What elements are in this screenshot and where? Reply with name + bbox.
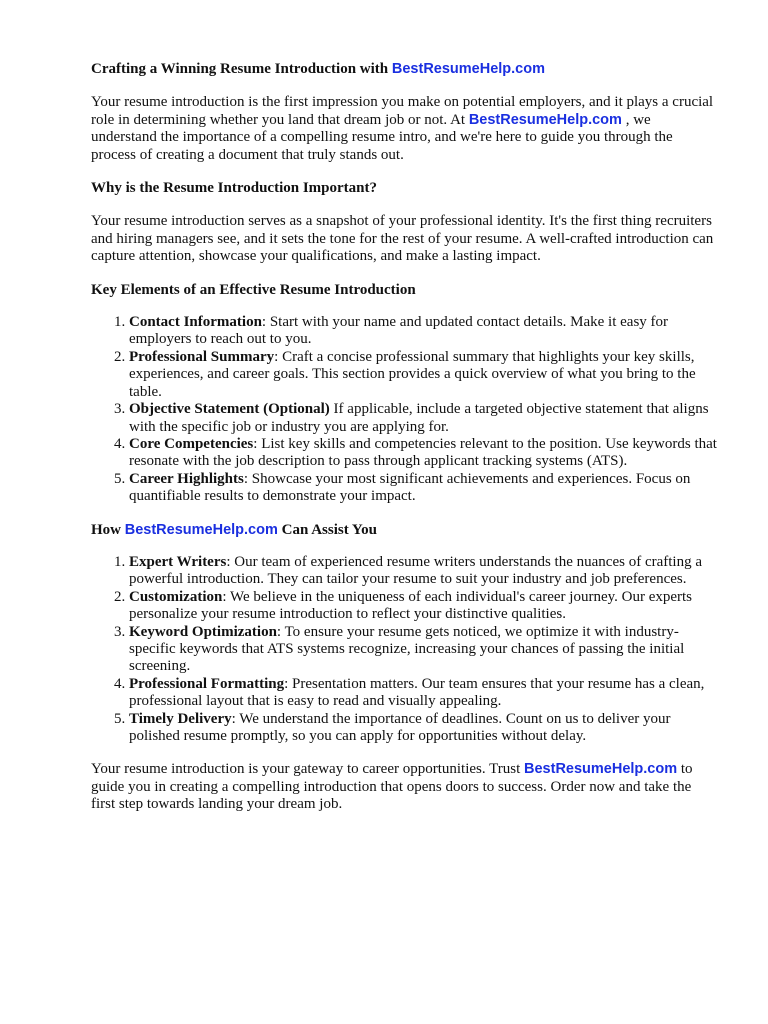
assist-heading-suffix: Can Assist You	[277, 521, 377, 538]
key-elements-list	[91, 314, 718, 505]
assist-item-text: To ensure your resume gets noticed, we optimize it with industry-specific keywords that ATS systems recognize, increasing your chances of passing the initial screening.	[129, 623, 685, 675]
key-element-item-text: Start with your name and updated contact details. Make it easy for employers to reach out to you.	[129, 314, 669, 348]
assist-item-separator: :	[231, 710, 240, 727]
intro-text-before: Your resume introduction is the first impression you make on potential employers, and it plays a crucial role in determining whether you land that dream job or not. At	[91, 94, 714, 128]
key-element-item	[129, 471, 718, 506]
key-element-item	[129, 314, 718, 349]
intro-link[interactable]: BestResumeHelp.com	[468, 111, 622, 128]
closing-link[interactable]: BestResumeHelp.com	[524, 761, 678, 778]
assist-heading-prefix: How	[91, 521, 125, 538]
assist-item	[129, 711, 718, 746]
document-title	[91, 61, 718, 78]
closing-paragraph	[91, 761, 718, 813]
assist-item-separator: :	[284, 675, 293, 692]
assist-item-term: Professional Formatting	[129, 675, 285, 692]
assist-item-text: Presentation matters. Our team ensures that your resume has a clean, professional layout that is easy to read and visually appealing.	[129, 675, 705, 710]
assist-item-text: We believe in the uniqueness of each individual's career journey. Our experts personalize your resume introduction to reflect your distinctive qualities.	[129, 588, 693, 623]
intro-paragraph	[91, 94, 718, 164]
key-element-item-text: Showcase your most significant achievements and experiences. Focus on quantifiable results to demonstrate your impact.	[129, 470, 691, 505]
key-element-item-term: Core Competencies	[129, 435, 254, 452]
key-element-item	[129, 401, 718, 436]
assist-item-text: Our team of experienced resume writers understands the nuances of crafting a powerful introduction. They can tailor your resume to suit your industry and job preferences.	[129, 553, 702, 588]
key-element-item-term: Professional Summary	[129, 348, 275, 365]
key-element-item-term: Contact Information	[129, 314, 262, 331]
assist-heading	[91, 522, 718, 539]
assist-item-separator: :	[276, 623, 285, 640]
key-element-item-separator: :	[243, 470, 252, 487]
key-element-item	[129, 436, 718, 471]
why-heading: Why is the Resume Introduction Important?	[91, 180, 377, 197]
title-link[interactable]: BestResumeHelp.com	[391, 61, 545, 77]
assist-item	[129, 624, 718, 676]
assist-item-separator: :	[226, 553, 235, 570]
key-element-item-term: Objective Statement (Optional)	[129, 401, 330, 418]
assist-item-term: Timely Delivery	[129, 710, 232, 727]
closing-text-before: Your resume introduction is your gateway to career opportunities. Trust	[91, 761, 525, 778]
assist-heading-link[interactable]: BestResumeHelp.com	[124, 521, 278, 538]
assist-item-term: Expert Writers	[129, 553, 227, 570]
key-element-item	[129, 349, 718, 401]
assist-item	[129, 554, 718, 589]
assist-item	[129, 676, 718, 711]
why-paragraph: Your resume introduction serves as a snapshot of your professional identity. It's the first thing recruiters and hiring managers see, and it sets the tone for the rest of your resume. A well-crafted introduction can capture attention, showcase your qualifications, and make a lasting impact.	[91, 213, 714, 265]
assist-item-text: We understand the importance of deadlines. Count on us to deliver your polished resume promptly, so you can apply for opportunities without delay.	[129, 710, 671, 744]
key-element-item-text: Craft a concise professional summary that highlights your key skills, experiences, and career goals. This section provides a quick overview of what you bring to the table.	[129, 348, 696, 400]
assist-item-separator: :	[222, 588, 230, 605]
key-element-item-text: If applicable, include a targeted objective statement that aligns with the specific job or industry you are applying for.	[129, 401, 709, 435]
closing-text-after: to guide you in creating a compelling introduction that opens doors to success. Order now and take the first step towards landing your dream job.	[91, 761, 693, 813]
key-elements-heading: Key Elements of an Effective Resume Introduction	[91, 281, 416, 298]
key-element-item-term: Career Highlights	[129, 470, 244, 487]
assist-item	[129, 589, 718, 624]
assist-item-term: Customization	[129, 588, 223, 605]
assist-list	[91, 554, 718, 745]
key-element-item-separator: :	[274, 348, 283, 365]
key-element-item-separator: :	[261, 314, 270, 331]
assist-item-term: Keyword Optimization	[129, 623, 277, 640]
intro-text-after: , we understand the importance of a compelling resume intro, and we're here to guide you through the process of creating a document that truly stands out.	[91, 111, 673, 163]
title-text: Crafting a Winning Resume Introduction with	[91, 61, 389, 77]
key-element-item-separator: :	[253, 435, 262, 452]
key-element-item-text: List key skills and competencies relevant to the position. Use keywords that resonate with the job description to pass through applicant tracking systems (ATS).	[129, 435, 717, 470]
